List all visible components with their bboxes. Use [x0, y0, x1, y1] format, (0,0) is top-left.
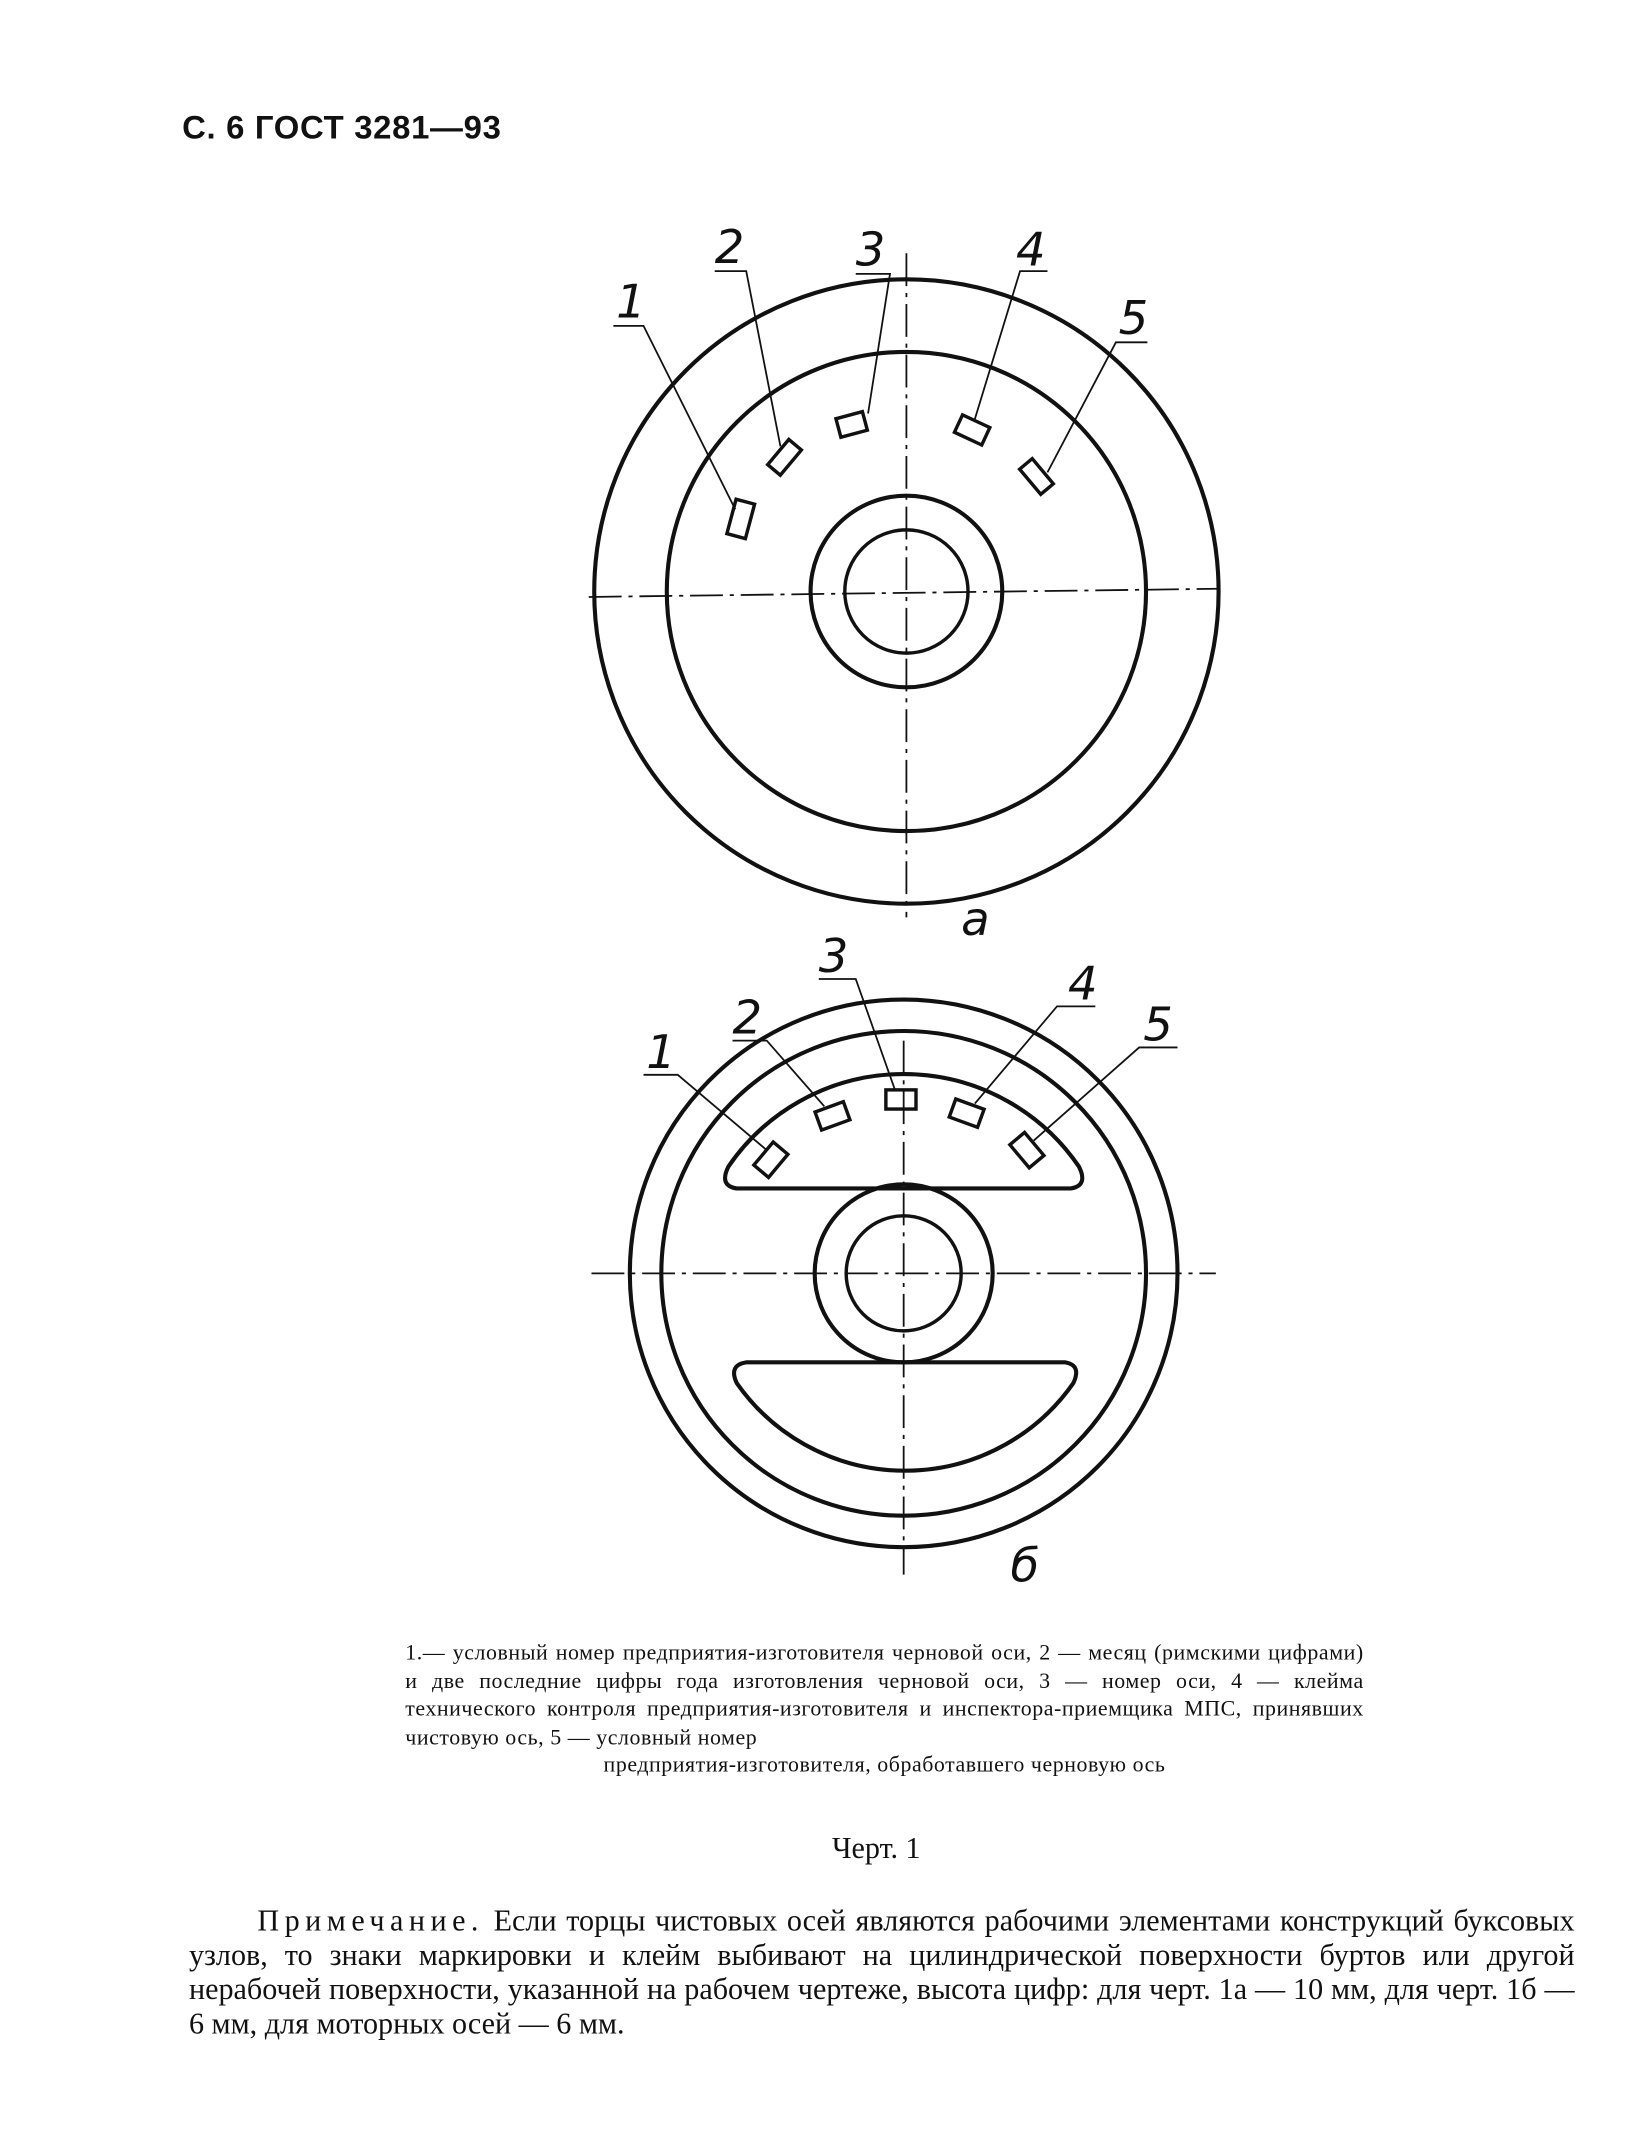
figure-a-label: а: [961, 892, 990, 947]
marking-spot-5: [1020, 459, 1054, 495]
figure-a: [589, 220, 1219, 946]
note-text: Если торцы чистовых осей являются рабочими элементами конструкций буксовых узлов, то знаки маркировки и клейм выбивают на цилиндрической поверхности буртов или другой нерабочей поверхности, указанной на рабочем чертеже, высота цифр: для черт. 1а — 10 мм, для черт. 1б — 6 мм, для моторных осей — 6 мм.: [188, 1903, 1575, 2041]
marking-spot-4: [954, 415, 989, 445]
note-lead: Примечание.: [257, 1903, 484, 1938]
callout-2: 2: [732, 990, 763, 1045]
marking-spot-2: [768, 439, 802, 475]
callout-4: 4: [1067, 956, 1098, 1011]
marking-spot-3: [886, 1090, 916, 1109]
marking-spot-2: [815, 1102, 850, 1130]
marking-spot-1: [754, 1142, 788, 1177]
leader-lines: [613, 271, 1147, 509]
marking-spots: [727, 412, 1053, 539]
note-paragraph: [189, 1903, 1575, 2040]
marking-spot-1: [727, 499, 755, 538]
figure-title: Черт. 1: [831, 1830, 921, 1865]
page-header: С. 6 ГОСТ 3281—93: [182, 109, 502, 147]
callout-2: 2: [714, 219, 745, 274]
center-line-h: [589, 589, 1219, 597]
callout-1: 1: [616, 274, 646, 329]
figure-caption: [405, 1640, 1363, 1780]
callout-5: 5: [1118, 291, 1149, 346]
callout-1: 1: [646, 1024, 676, 1079]
callout-5: 5: [1143, 997, 1173, 1052]
callout-4: 4: [1015, 222, 1046, 277]
marking-spot-4: [949, 1099, 984, 1127]
caption-text: 1.— условный номер предприятия-изготовителя черновой оси, 2 — месяц (римскими цифрами) и две последние цифры года изготовления черновой оси, 3 — номер оси, 4 — клейма технического контроля предприятия-изготовителя и инспектора-приемщика МПС, принявших чистовую ось, 5 — условный номер: [405, 1641, 1364, 1750]
lower-slot: [734, 1362, 1076, 1470]
callout-3: 3: [855, 222, 886, 277]
marking-spot-5: [1010, 1132, 1044, 1167]
figure-b: [591, 929, 1215, 1592]
caption-last-line: предприятия-изготовителя, обработавшего черновую ось: [603, 1753, 1166, 1778]
callout-3: 3: [818, 929, 849, 984]
marking-spot-3: [836, 412, 867, 438]
figure-b-label: б: [1010, 1538, 1040, 1593]
